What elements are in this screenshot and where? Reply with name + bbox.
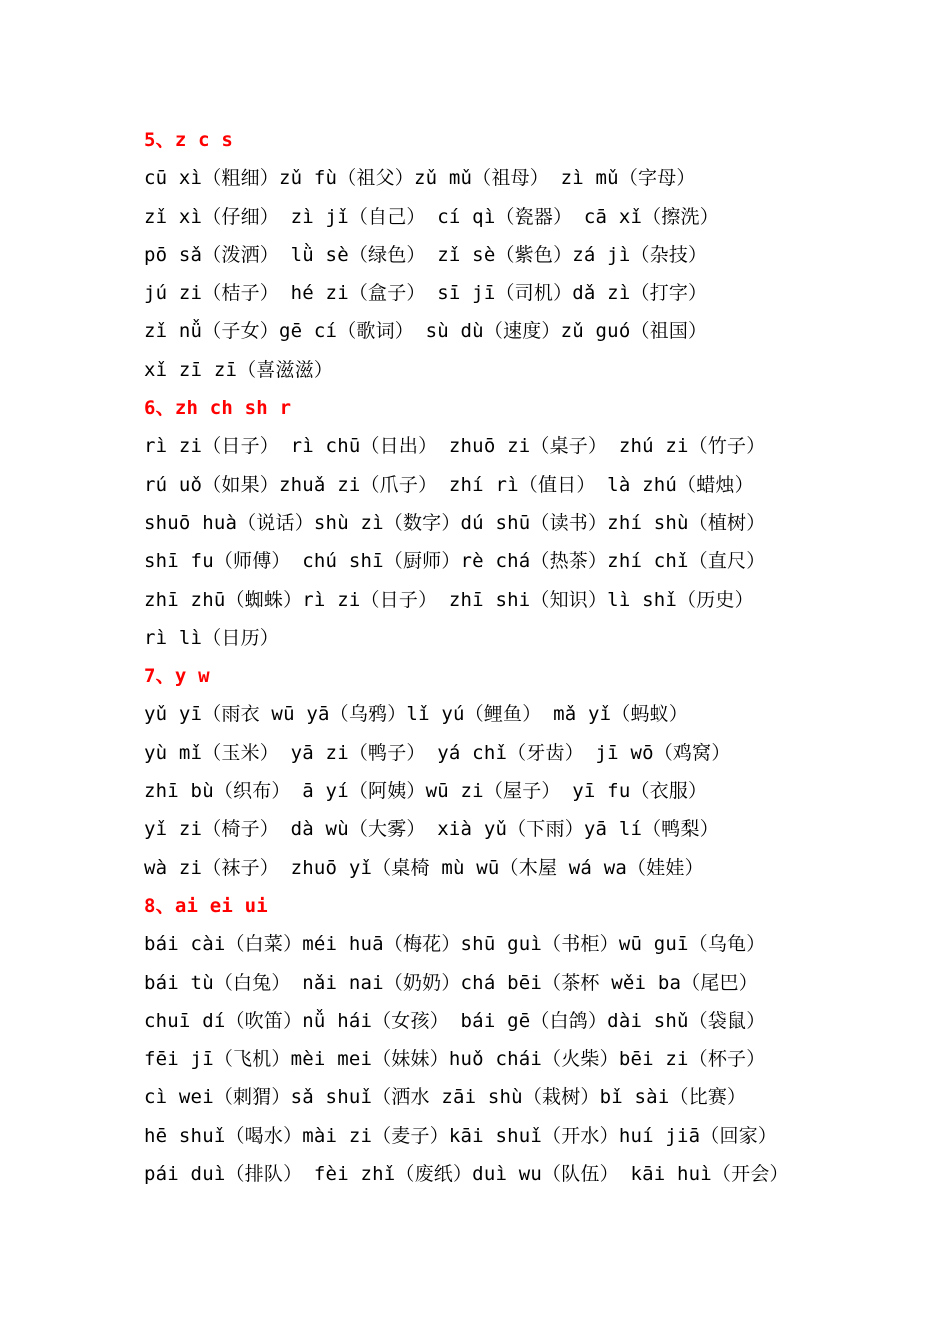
word-line: zǐ xì（仔细） zì jǐ（自己） cí qì（瓷器） cā xǐ（擦洗）: [144, 205, 719, 228]
word-line: hē shuǐ（喝水）mài zi（麦子）kāi shuǐ（开水）huí jiā（回家）: [144, 1124, 778, 1147]
word-line: shuō huà（说话）shù zì（数字）dú shū（读书）zhí shù（植树）: [144, 511, 766, 534]
section-heading: 8、ai ei ui: [144, 894, 268, 917]
word-line: rú uǒ（如果）zhuǎ zi（爪子） zhí rì（值日） là zhú（蜡烛）: [144, 473, 754, 496]
section-zh-ch-sh-r: [144, 389, 844, 657]
section-heading: 6、zh ch sh r: [144, 397, 292, 420]
word-line: cū xì（粗细）zǔ fù（祖父）zǔ mǔ（祖母） zì mǔ（字母）: [144, 167, 696, 190]
word-line: zǐ nǚ（子女）gē cí（歌词） sù dù（速度）zǔ guó（祖国）: [144, 320, 708, 343]
word-line: pō sǎ（泼洒） lǜ sè（绿色） zǐ sè（紫色）zá jì（杂技）: [144, 243, 708, 266]
section-z-c-s: [144, 121, 844, 389]
document-body: [144, 121, 844, 1193]
word-line: cì wei（刺猬）sǎ shuǐ（洒水 zāi shù（栽树）bǐ sài（比赛）: [144, 1086, 747, 1109]
section-heading: 5、z c s: [144, 129, 234, 151]
word-line: chuī dí（吹笛）nǚ hái（女孩） bái gē（白鸽）dài shǔ（袋鼠）: [144, 1009, 766, 1032]
word-line: fēi jī（飞机）mèi mei（妹妹）huǒ chái（火柴）bēi zi（杯子）: [144, 1048, 766, 1071]
word-line: zhī bù（织布） ā yí（阿姨）wū zi（屋子） yī fu（衣服）: [144, 780, 708, 803]
word-line: yǔ yī（雨衣 wū yā（乌鸦）lǐ yú（鲤鱼） mǎ yǐ（蚂蚁）: [144, 703, 689, 726]
word-line: xǐ zī zī（喜滋滋）: [144, 358, 334, 381]
word-line: jú zi（桔子） hé zi（盒子） sī jī（司机）dǎ zì（打字）: [144, 282, 708, 305]
word-line: rì lì（日历）: [144, 626, 279, 649]
word-line: wà zi（袜子） zhuō yǐ（桌椅 mù wū（木屋 wá wa（娃娃）: [144, 856, 704, 879]
word-line: bái tù（白兔） nǎi nai（奶奶）chá bēi（茶杯 wěi ba（尾巴）: [144, 971, 758, 994]
section-y-w: [144, 657, 844, 887]
word-line: yǐ zi（椅子） dà wù（大雾） xià yǔ（下雨）yā lí（鸭梨）: [144, 818, 719, 841]
word-line: pái duì（排队） fèi zhǐ（废纸）duì wu（队伍） kāi huì（开会）: [144, 1163, 789, 1186]
word-line: rì zi（日子） rì chū（日出） zhuō zi（桌子） zhú zi（竹子）: [144, 435, 766, 458]
word-line: yù mǐ（玉米） yā zi（鸭子） yá chǐ（牙齿） jī wō（鸡窝）: [144, 741, 731, 764]
word-line: zhī zhū（蜘蛛）rì zi（日子） zhī shi（知识）lì shǐ（历史）: [144, 588, 754, 611]
section-heading: 7、y w: [144, 665, 210, 688]
section-ai-ei-ui: [144, 887, 844, 1193]
word-line: bái cài（白菜）méi huā（梅花）shū guì（书柜）wū guī（乌龟）: [144, 933, 766, 956]
word-line: shī fu（师傅） chú shī（厨师）rè chá（热茶）zhí chǐ（直尺）: [144, 550, 766, 573]
